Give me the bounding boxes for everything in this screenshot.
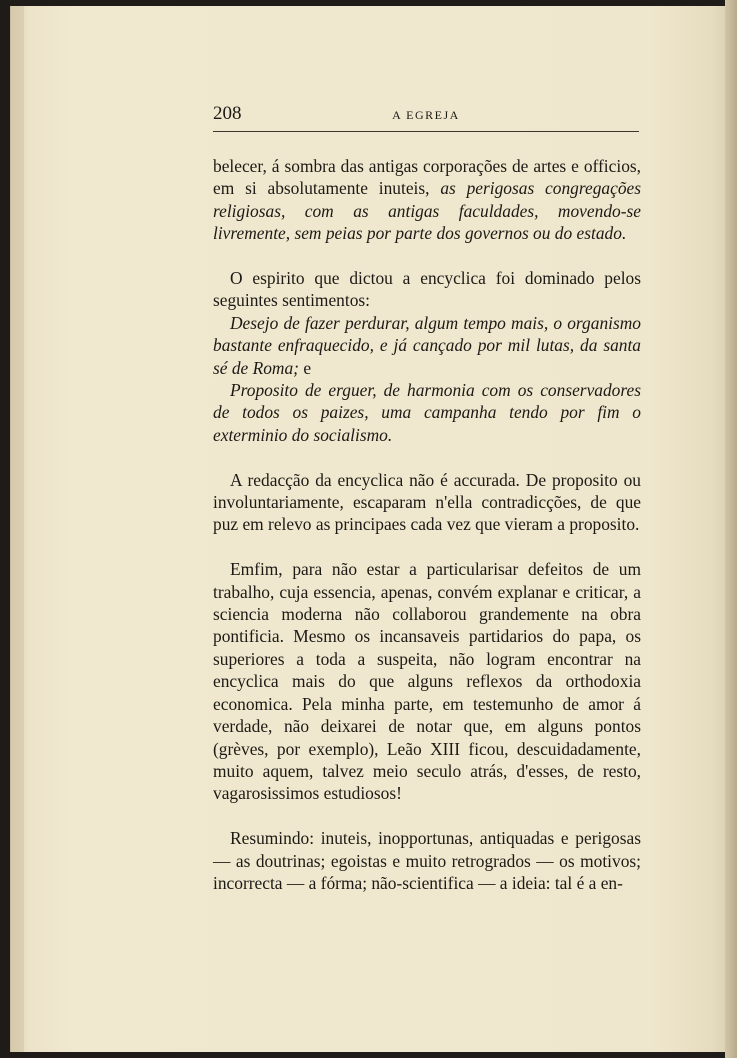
paragraph: O espirito que dictou a encyclica foi dominado pelos seguintes sentimentos: <box>213 268 641 311</box>
paragraph-list-item: Proposito de erguer, de harmonia com os conservadores de todos os paizes, uma campanha tendo por fim o exterminio do socialismo. <box>213 380 641 445</box>
page-number: 208 <box>213 103 242 124</box>
page-header <box>213 103 639 131</box>
paragraph-gap <box>213 536 641 558</box>
paragraph-text: e <box>298 357 312 378</box>
paragraph: Emfim, para não estar a particularisar defeitos de um trabalho, cuja essencia, apenas, convém explanar e criticar, a sciencia moderna não collaborou grandemente na obra pontificia. Mesmo os incansaveis partidarios do papa, os superiores a toda a suspeita, não logram encontrar na encyclica mais do que alguns reflexos da orthodoxia economica. Pela minha parte, em testemunho de amor á verdade, não deixarei de notar que, em alguns pontos (grèves, por exemplo), Leão XIII ficou, descuidadamente, muito aquem, talvez meio seculo atrás, d'esses, de resto, vagarosissimos estudiosos! <box>213 559 641 804</box>
body-text <box>213 155 641 894</box>
paragraph-list-item <box>213 312 641 379</box>
paragraph-gap <box>213 446 641 468</box>
paragraph-continued <box>213 155 641 245</box>
paragraph-gap <box>213 805 641 827</box>
header-rule <box>213 131 639 132</box>
paragraph: A redacção da encyclica não é accurada. De proposito ou involuntariamente, escaparam n'ella contradicções, de que puz em relevo as principaes cada vez que vieram a proposito. <box>213 469 641 535</box>
facing-page-edge <box>725 0 737 1058</box>
running-title: A EGREJA <box>392 108 460 122</box>
paragraph-gap <box>213 245 641 267</box>
gutter-edge <box>10 6 24 1052</box>
paragraph-text: belecer, á sombra das antigas corporações de artes e officios, em si absolutamente inuteis, <box>213 156 641 199</box>
paragraph-italic-text: Desejo de fazer perdurar, algum tempo mais, o organismo bastante enfraquecido, e já cançado por mil lutas, da santa sé de Roma; <box>213 312 641 378</box>
paragraph-italic-text: as perigosas congregações religiosas, com as antigas faculdades, movendo-se livremente, sem peias por parte dos governos ou do estado. <box>213 178 641 244</box>
paragraph: Resumindo: inuteis, inopportunas, antiquadas e perigosas — as doutrinas; egoistas e muito retrogrados — os motivos; incorrecta — a fórma; não-scientifica — a ideia: tal é a en- <box>213 828 641 893</box>
